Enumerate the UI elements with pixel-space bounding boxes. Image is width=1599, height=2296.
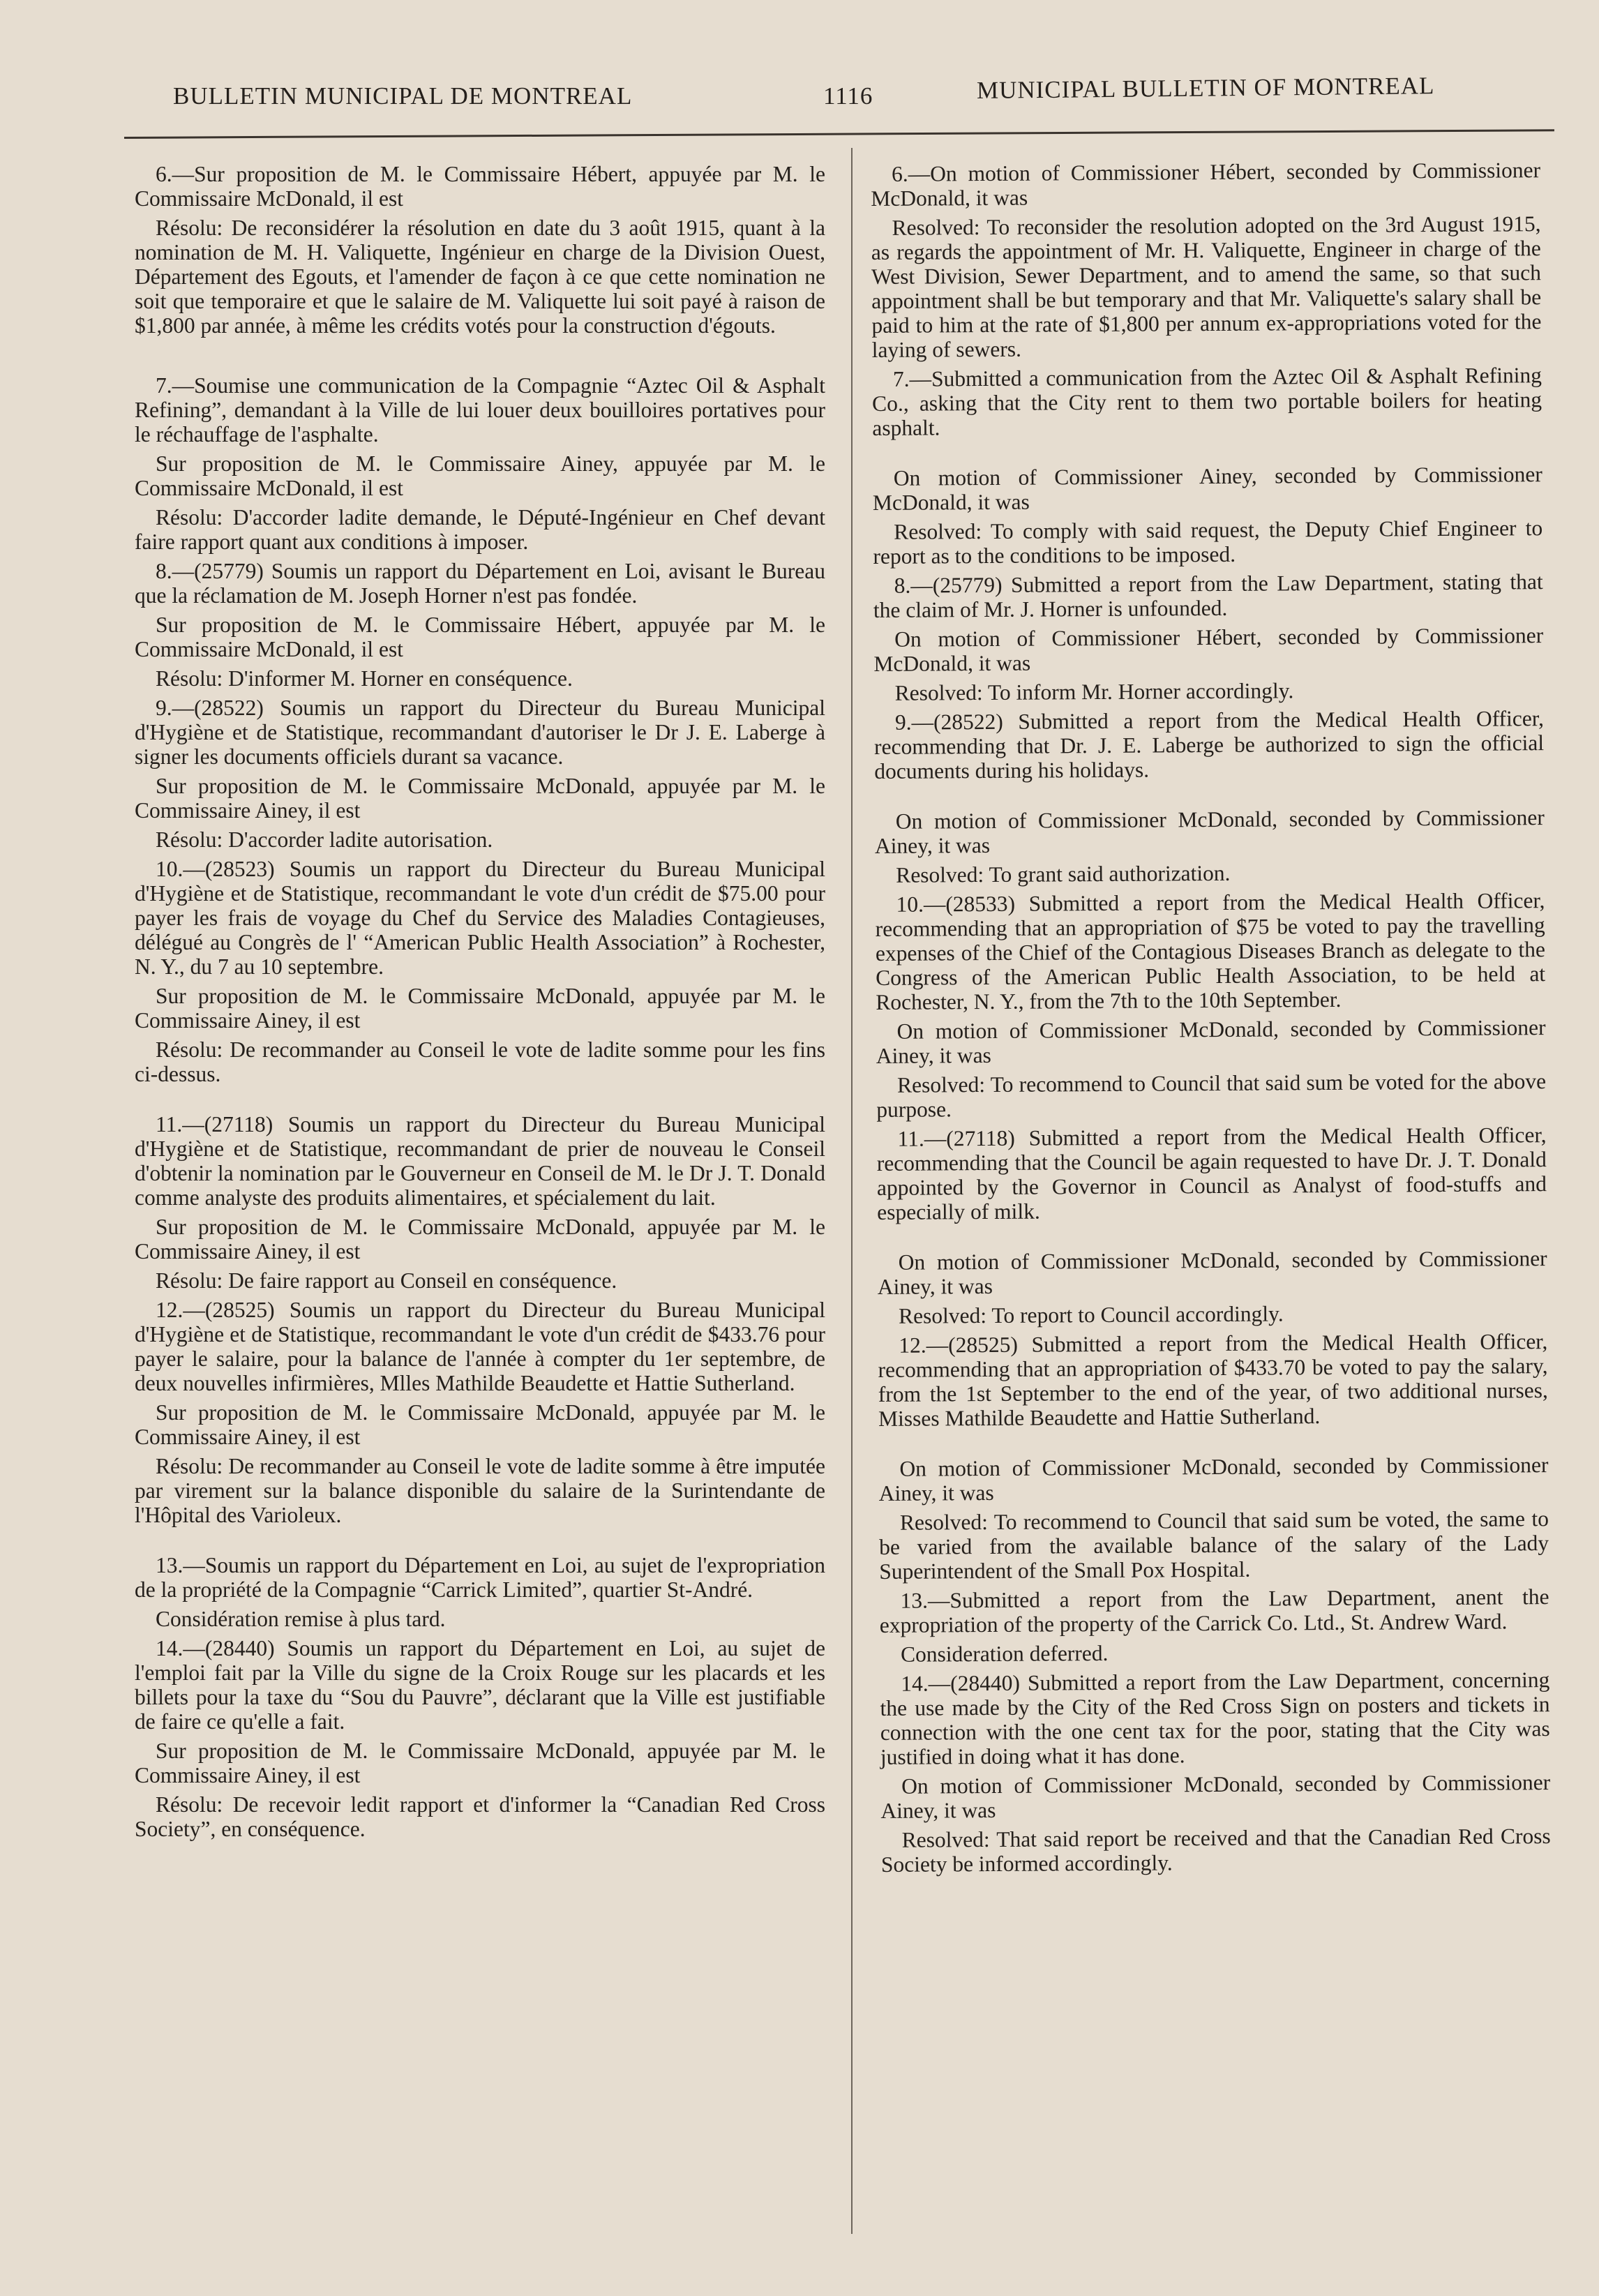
en-item-11-report: 11.—(27118) Submitted a report from the Medical Health Officer, recommending that the Council be again requested to have Dr. J. T. Donald appointed by the Governor in Council as Analyst of food-stuffs and especially of milk. xyxy=(876,1123,1552,1224)
en-item-12-motion: On motion of Commissioner McDonald, seconded by Commissioner Ainey, it was xyxy=(878,1453,1553,1506)
en-item-8-report: 8.—(25779) Submitted a report from the Law Department, stating that the claim of Mr. J. Horner is unfounded. xyxy=(873,569,1549,622)
fr-item-9-report: 9.—(28522) Soumis un rapport du Directeur du Bureau Municipal d'Hygiène et de Statistique, recommandant d'autoriser le Dr J. E. Laberge à signer les documents officiels durant sa vacance. xyxy=(135,696,831,769)
en-item-9-report: 9.—(28522) Submitted a report from the Medical Health Officer, recommending that Dr. J. E. Laberge be authorized to sign the official documents during his holidays. xyxy=(874,706,1550,783)
en-item-6-motion: 6.—On motion of Commissioner Hébert, seconded by Commissioner McDonald, it was xyxy=(871,158,1547,211)
fr-item-14-report: 14.—(28440) Soumis un rapport du Département en Loi, au sujet de l'emploi fait par la Ville du signe de la Croix Rouge sur les placards et les billets pour la taxe du “Sou du Pauvre”, déclarant que la Ville est justifiable de faire ce qu'elle a fait. xyxy=(135,1636,831,1734)
fr-item-9-motion: Sur proposition de M. le Commissaire McDonald, appuyée par M. le Commissaire Ainey, il est xyxy=(135,774,831,823)
fr-item-7-resolution: Résolu: D'accorder ladite demande, le Député-Ingénieur en Chef devant faire rapport quant aux conditions à imposer. xyxy=(135,505,831,554)
fr-item-9-resolution: Résolu: D'accorder ladite autorisation. xyxy=(156,827,493,852)
fr-item-13-decision: Considération remise à plus tard. xyxy=(156,1607,446,1631)
en-item-9-motion: On motion of Commissioner McDonald, seconded by Commissioner Ainey, it was xyxy=(874,805,1549,858)
en-item-8-resolution: Resolved: To inform Mr. Horner accordingly. xyxy=(894,678,1294,705)
french-column xyxy=(135,162,831,1846)
page-number: 1116 xyxy=(823,82,873,110)
en-item-8-motion: On motion of Commissioner Hébert, seconded by Commissioner McDonald, it was xyxy=(873,623,1549,676)
header-rule xyxy=(124,129,1554,139)
fr-item-14-motion: Sur proposition de M. le Commissaire McDonald, appuyée par M. le Commissaire Ainey, il est xyxy=(135,1739,831,1787)
en-item-12-resolution: Resolved: To recommend to Council that said sum be voted, the same to be varied from the available balance of the salary of the Lady Superintendent of the Small Pox Hospital. xyxy=(879,1506,1555,1584)
fr-item-6-resolution: Résolu: De reconsidérer la résolution en date du 3 août 1915, quant à la nomination de M. H. Valiquette, Ingénieur en charge de la Division Ouest, Département des Egouts, et l'amender de façon à ce que cette nomination ne soit que temporaire et que le salaire de M. Valiquette lui soit payé à raison de $1,800 par année, à même les crédits votés pour la construction d'égouts. xyxy=(135,216,831,338)
fr-item-11-motion: Sur proposition de M. le Commissaire McDonald, appuyée par M. le Commissaire Ainey, il est xyxy=(135,1215,831,1263)
fr-item-6-motion: 6.—Sur proposition de M. le Commissaire Hébert, appuyée par M. le Commissaire McDonald, il est xyxy=(135,162,831,211)
en-item-14-report: 14.—(28440) Submitted a report from the Law Department, concerning the use made by the City of the Red Cross Sign on posters and tickets in connection with the one cent tax for the poor, stating that the City was justified in doing what it has done. xyxy=(880,1667,1556,1769)
fr-item-8-resolution: Résolu: D'informer M. Horner en conséquence. xyxy=(156,666,573,691)
header-right-title: MUNICIPAL BULLETIN OF MONTREAL xyxy=(976,72,1435,104)
page-header xyxy=(167,72,1521,124)
en-item-14-motion: On motion of Commissioner McDonald, seconded by Commissioner Ainey, it was xyxy=(880,1770,1555,1823)
english-column xyxy=(871,158,1556,1882)
en-item-14-resolution: Resolved: That said report be received and that the Canadian Red Cross Society be informed accordingly. xyxy=(880,1824,1556,1877)
fr-item-12-report: 12.—(28525) Soumis un rapport du Directeur du Bureau Municipal d'Hygiène et de Statistique, recommandant le vote d'un crédit de $433.76 pour payer le salaire, pour la balance de l'année à compter du 1er septembre, de deux nouvelles infirmières, Mlles Mathilde Beaudette et Hattie Sutherland. xyxy=(135,1298,831,1395)
header-left-title: BULLETIN MUNICIPAL DE MONTREAL xyxy=(173,82,633,110)
fr-item-12-motion: Sur proposition de M. le Commissaire McDonald, appuyée par M. le Commissaire Ainey, il est xyxy=(135,1400,831,1449)
en-item-13-report: 13.—Submitted a report from the Law Department, anent the expropriation of the property of the Carrick Co. Ltd., St. Andrew Ward. xyxy=(879,1584,1555,1637)
fr-item-8-report: 8.—(25779) Soumis un rapport du Département en Loi, avisant le Bureau que la réclamation de M. Joseph Horner n'est pas fondée. xyxy=(135,559,831,608)
fr-item-10-resolution: Résolu: De recommander au Conseil le vote de ladite somme pour les fins ci-dessus. xyxy=(135,1037,831,1086)
fr-item-7-motion: Sur proposition de M. le Commissaire Ainey, appuyée par M. le Commissaire McDonald, il est xyxy=(135,451,831,500)
en-item-11-resolution: Resolved: To report to Council accordingly. xyxy=(898,1301,1284,1328)
en-item-7-motion: On motion of Commissioner Ainey, seconded by Commissioner McDonald, it was xyxy=(872,462,1548,515)
en-item-7-communication: 7.—Submitted a communication from the Aztec Oil & Asphalt Refining Co., asking that the City rent to them two portable boilers for heating asphalt. xyxy=(872,363,1548,440)
en-item-12-report: 12.—(28525) Submitted a report from the Medical Health Officer, recommending that an appropriation of $433.70 be voted to pay the salary, from the 1st September to the end of the year, of two additional nurses, Misses Mathilde Beaudette and Hattie Sutherland. xyxy=(878,1329,1554,1431)
en-item-10-motion: On motion of Commissioner McDonald, seconded by Commissioner Ainey, it was xyxy=(876,1015,1550,1068)
fr-item-8-motion: Sur proposition de M. le Commissaire Hébert, appuyée par M. le Commissaire McDonald, il est xyxy=(135,613,831,661)
en-item-9-resolution: Resolved: To grant said authorization. xyxy=(896,860,1231,887)
fr-item-11-report: 11.—(27118) Soumis un rapport du Directeur du Bureau Municipal d'Hygiène et de Statistique, recommandant de prier de nouveau le Conseil d'obtenir la nomination par le Gouverneur en Conseil de M. le Dr J. T. Donald comme analyste des produits alimentaires, et spécialement du lait. xyxy=(135,1112,831,1210)
en-item-7-resolution: Resolved: To comply with said request, the Deputy Chief Engineer to report as to the conditions to be imposed. xyxy=(873,516,1549,569)
en-item-6-resolution: Resolved: To reconsider the resolution adopted on the 3rd August 1915, as regards the appointment of Mr. H. Valiquette, Engineer in charge of the West Division, Sewer Department, and to amend the same, so that such appointment shall be but temporary and that Mr. Valiquette's salary shall be paid to him at the rate of $1,800 per annum ex-appropriations voted for the laying of sewers. xyxy=(871,211,1547,362)
fr-item-14-resolution: Résolu: De recevoir ledit rapport et d'informer la “Canadian Red Cross Society”, en conséquence. xyxy=(135,1792,831,1841)
fr-item-10-report: 10.—(28523) Soumis un rapport du Directeur du Bureau Municipal d'Hygiène et de Statistique, recommandant le vote d'un crédit de $75.00 pour payer les frais de voyage du Chef du Service des Maladies Contagieuses, délégué au Congrès de l' “American Public Health Association” à Rochester, N. Y., du 7 au 10 septembre. xyxy=(135,857,831,979)
en-item-10-resolution: Resolved: To recommend to Council that said sum be voted for the above purpose. xyxy=(876,1069,1552,1122)
en-item-10-report: 10.—(28533) Submitted a report from the Medical Health Officer, recommending that an appropriation of $75 be voted to pay the travelling expenses of the Chief of the Contagious Diseases Branch as delegate to the Congress of the American Public Health Association, to be held at Rochester, N. Y., from the 7th to the 10th September. xyxy=(875,888,1552,1014)
fr-item-7-communication: 7.—Soumise une communication de la Compagnie “Aztec Oil & Asphalt Refining”, demandant à la Ville de lui louer deux bouilloires portatives pour le réchauffage de l'asphalte. xyxy=(135,373,831,447)
fr-item-13-report: 13.—Soumis un rapport du Département en Loi, au sujet de l'expropriation de la propriété de la Compagnie “Carrick Limited”, quartier St-André. xyxy=(135,1553,831,1602)
fr-item-12-resolution: Résolu: De recommander au Conseil le vote de ladite somme à être imputée par virement sur la balance disponible du salaire de la Surintendante de l'Hôpital des Varioleux. xyxy=(135,1454,831,1527)
column-divider xyxy=(851,148,853,2234)
fr-item-10-motion: Sur proposition de M. le Commissaire McDonald, appuyée par M. le Commissaire Ainey, il est xyxy=(135,984,831,1033)
fr-item-11-resolution: Résolu: De faire rapport au Conseil en conséquence. xyxy=(156,1268,617,1293)
en-item-13-decision: Consideration deferred. xyxy=(900,1640,1109,1667)
en-item-11-motion: On motion of Commissioner McDonald, seconded by Commissioner Ainey, it was xyxy=(877,1246,1552,1299)
